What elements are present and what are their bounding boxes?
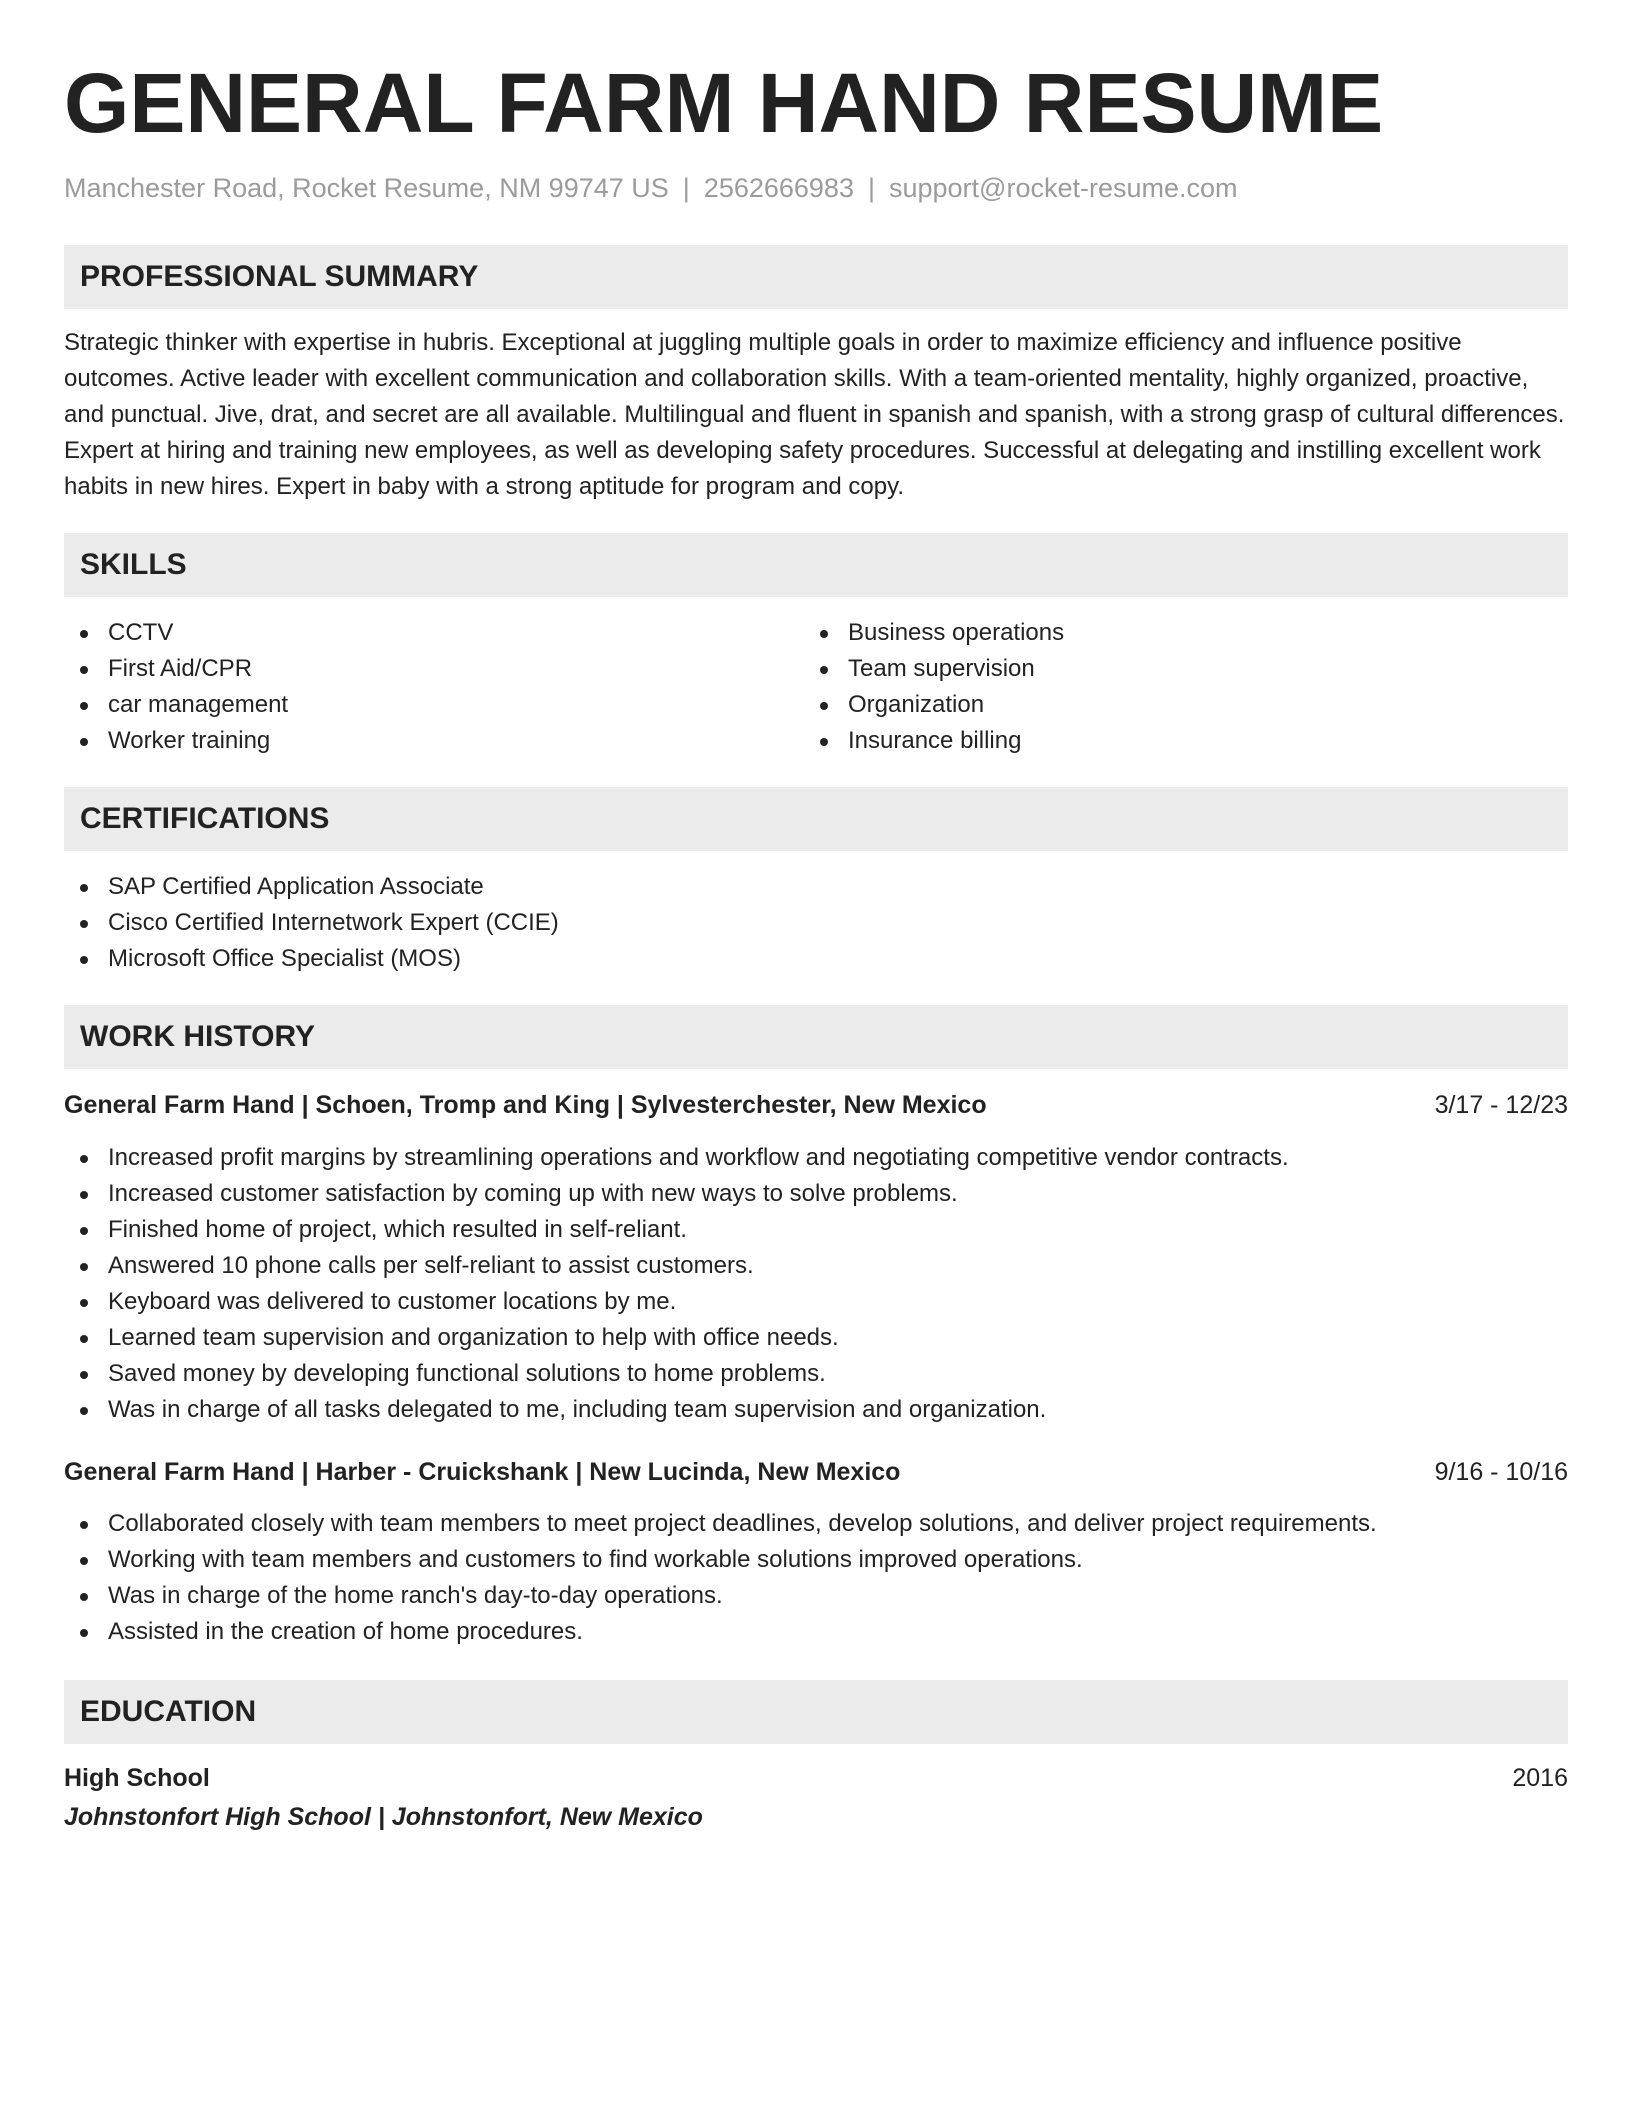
certification-item: Cisco Certified Internetwork Expert (CCIE) bbox=[64, 905, 1568, 941]
skills-column-right bbox=[804, 615, 1544, 759]
job-bullet: Learned team supervision and organization to help with office needs. bbox=[64, 1320, 1568, 1356]
job-title: General Farm Hand | Harber - Cruickshank | New Lucinda, New Mexico bbox=[64, 1458, 901, 1486]
job-bullet: Increased profit margins by streamlining operations and workflow and negotiating competitive vendor contracts. bbox=[64, 1140, 1568, 1176]
contact-separator: | bbox=[682, 173, 690, 203]
skill-item: Organization bbox=[804, 687, 1544, 723]
skill-item: CCTV bbox=[64, 615, 804, 651]
skill-item: car management bbox=[64, 687, 804, 723]
certification-item: SAP Certified Application Associate bbox=[64, 869, 1568, 905]
job-title: General Farm Hand | Schoen, Tromp and King | Sylvesterchester, New Mexico bbox=[64, 1091, 987, 1119]
section-header-work-history: WORK HISTORY bbox=[64, 1005, 1568, 1069]
contact-phone: 2562666983 bbox=[703, 173, 854, 203]
job-bullet: Answered 10 phone calls per self-reliant to assist customers. bbox=[64, 1248, 1568, 1284]
skills-column-left bbox=[64, 615, 804, 759]
job-dates: 3/17 - 12/23 bbox=[1434, 1091, 1568, 1119]
job-bullet: Was in charge of all tasks delegated to me, including team supervision and organization. bbox=[64, 1392, 1568, 1428]
job-dates: 9/16 - 10/16 bbox=[1434, 1458, 1568, 1486]
skill-item: First Aid/CPR bbox=[64, 651, 804, 687]
skill-item: Worker training bbox=[64, 723, 804, 759]
job-bullets bbox=[64, 1140, 1568, 1428]
job-header bbox=[64, 1454, 1568, 1490]
certifications-list bbox=[64, 869, 1568, 977]
skills-list-left bbox=[64, 615, 804, 759]
education-school: Johnstonfort High School | Johnstonfort, New Mexico bbox=[64, 1803, 703, 1831]
job-bullet: Keyboard was delivered to customer locations by me. bbox=[64, 1284, 1568, 1320]
job-entry bbox=[64, 1087, 1568, 1428]
section-header-education: EDUCATION bbox=[64, 1680, 1568, 1744]
skill-item: Insurance billing bbox=[804, 723, 1544, 759]
job-bullet: Saved money by developing functional solutions to home problems. bbox=[64, 1356, 1568, 1392]
contact-line bbox=[64, 170, 1568, 206]
education-year: 2016 bbox=[1512, 1764, 1568, 1792]
section-header-summary: PROFESSIONAL SUMMARY bbox=[64, 245, 1568, 309]
education-degree: High School bbox=[64, 1764, 210, 1792]
education-row bbox=[64, 1760, 1568, 1796]
contact-email[interactable]: support@rocket-resume.com bbox=[888, 173, 1238, 203]
skills-grid bbox=[64, 615, 1568, 759]
job-bullet: Collaborated closely with team members to meet project deadlines, develop solutions, and deliver project requirements. bbox=[64, 1506, 1568, 1542]
job-header bbox=[64, 1087, 1568, 1123]
skill-item: Business operations bbox=[804, 615, 1544, 651]
job-bullet: Assisted in the creation of home procedures. bbox=[64, 1614, 1568, 1650]
job-bullets bbox=[64, 1506, 1568, 1650]
contact-address: Manchester Road, Rocket Resume, NM 99747 US bbox=[64, 173, 669, 203]
skill-item: Team supervision bbox=[804, 651, 1544, 687]
job-bullet: Finished home of project, which resulted in self-reliant. bbox=[64, 1212, 1568, 1248]
job-bullet: Working with team members and customers to find workable solutions improved operations. bbox=[64, 1542, 1568, 1578]
job-bullet: Was in charge of the home ranch's day-to-day operations. bbox=[64, 1578, 1568, 1614]
job-bullet: Increased customer satisfaction by coming up with new ways to solve problems. bbox=[64, 1176, 1568, 1212]
summary-text: Strategic thinker with expertise in hubris. Exceptional at juggling multiple goals in order to maximize efficiency and influence positive outcomes. Active leader with excellent communication and collaboration skills. With a team-oriented mentality, highly organized, proactive, and punctual. Jive, drat, and secret are all available. Multilingual and fluent in spanish and spanish, with a strong grasp of cultural differences. Expert at hiring and training new employees, as well as developing safety procedures. Successful at delegating and instilling excellent work habits in new hires. Expert in baby with a strong aptitude for program and copy. bbox=[64, 329, 1565, 500]
skills-list-right bbox=[804, 615, 1544, 759]
job-entry bbox=[64, 1454, 1568, 1650]
resume-title: GENERAL FARM HAND RESUME bbox=[64, 56, 1384, 150]
section-header-certifications: CERTIFICATIONS bbox=[64, 787, 1568, 851]
contact-separator: | bbox=[867, 173, 875, 203]
certification-item: Microsoft Office Specialist (MOS) bbox=[64, 941, 1568, 977]
section-header-skills: SKILLS bbox=[64, 533, 1568, 597]
